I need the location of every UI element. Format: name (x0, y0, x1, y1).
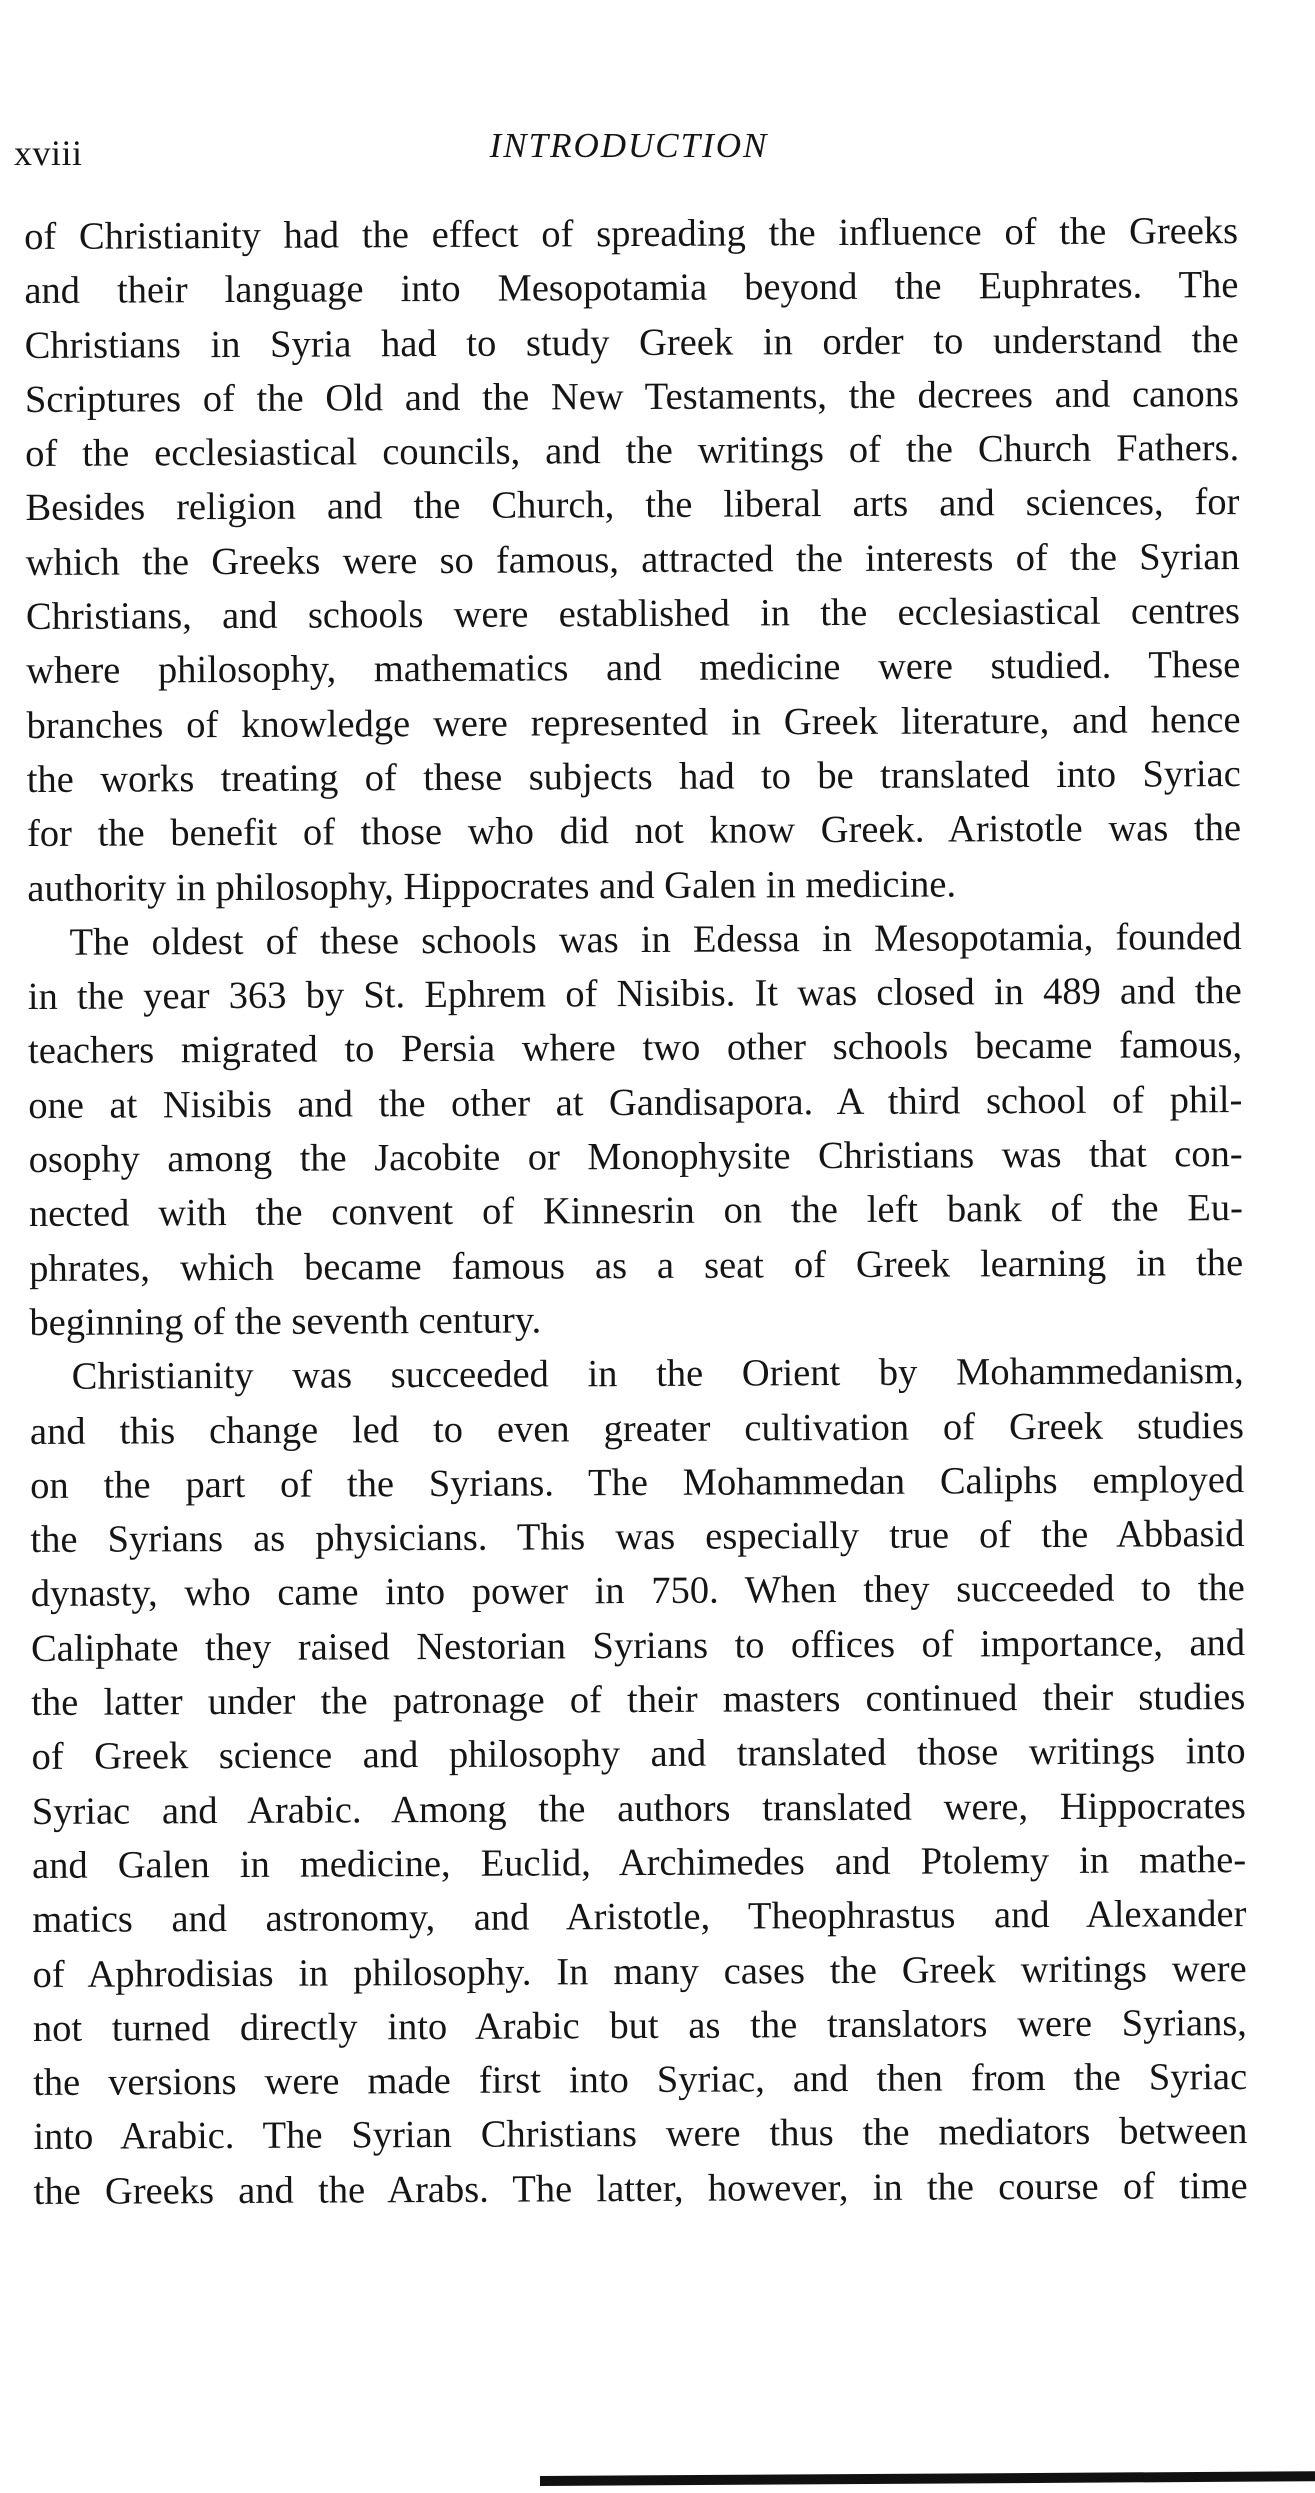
text-line: the Syrians as physicians. This was especially true of the Abbasid (30, 1513, 1245, 1562)
text-line: phrates, which became famous as a seat of Greek learning in the (29, 1241, 1244, 1290)
text-line: nected with the convent of Kinnesrin on the left bank of the Eu- (28, 1187, 1243, 1236)
text-line: authority in philosophy, Hippocrates and Galen in medicine. (27, 863, 957, 910)
text-line: of Greek science and philosophy and translated those writings into (31, 1730, 1246, 1779)
text-line: matics and astronomy, and Aristotle, Theophrastus and Alexander (32, 1893, 1247, 1942)
text-line: which the Greeks were so famous, attracted the interests of the Syrian (25, 535, 1240, 584)
text-line: Besides religion and the Church, the liberal arts and sciences, for (25, 481, 1240, 530)
text-line: the latter under the patronage of their masters continued their studies (31, 1676, 1246, 1724)
text-line: teachers migrated to Persia where two other schools became famous, (28, 1024, 1243, 1073)
text-line: of Christianity had the effect of spreading the influence of the Greeks (24, 210, 1239, 258)
body-text (24, 204, 1248, 2219)
text-line: the versions were made first into Syriac, and then from the Syriac (33, 2056, 1248, 2105)
paragraph-3 (30, 1344, 1248, 2219)
text-line: into Arabic. The Syrian Christians were thus the mediators between (33, 2110, 1248, 2159)
text-line: on the part of the Syrians. The Mohammedan Caliphs employed (30, 1458, 1245, 1507)
text-line: for the benefit of those who did not know Greek. Aristotle was the (26, 807, 1242, 856)
text-line: branches of knowledge were represented in Greek literature, and hence (26, 698, 1241, 747)
text-line: in the year 363 by St. Ephrem of Nisibis. It was closed in 489 and the (27, 970, 1242, 1019)
text-line: Christians in Syria had to study Greek in order to understand the (24, 318, 1239, 367)
text-line: of Aphrodisias in philosophy. In many cases the Greek writings were (32, 1947, 1247, 1996)
running-title: INTRODUCTION (489, 126, 769, 165)
text-line: not turned directly into Arabic but as the translators were Syrians, (32, 2001, 1247, 2050)
text-line: and their language into Mesopotamia beyond the Euphrates. The (24, 264, 1239, 313)
page-edge-rule (540, 2471, 1315, 2486)
text-line: Caliphate they raised Nestorian Syrians to offices of importance, and (30, 1621, 1246, 1670)
text-line: the works treating of these subjects had to be translated into Syriac (26, 753, 1241, 801)
text-line: of the ecclesiastical councils, and the writings of the Church Fathers. (25, 427, 1240, 476)
running-head (14, 126, 1244, 176)
text-line: The oldest of these schools was in Edessa in Mesopotamia, founded (69, 915, 1242, 964)
text-line: and this change led to even greater cultivation of Greek studies (29, 1404, 1245, 1453)
text-line: Christianity was succeeded in the Orient by Mohammedanism, (71, 1350, 1244, 1399)
text-line: where philosophy, mathematics and medicine were studied. These (26, 644, 1241, 693)
text-line: Syriac and Arabic. Among the authors translated were, Hippocrates (31, 1784, 1246, 1833)
text-line: Scriptures of the Old and the New Testaments, the decrees and canons (24, 372, 1240, 421)
paragraph-1 (24, 204, 1241, 916)
text-line: beginning of the seventh century. (29, 1299, 542, 1344)
text-line: the Greeks and the Arabs. The latter, however, in the course of time (33, 2164, 1248, 2213)
paragraph-2 (27, 910, 1243, 1350)
text-line: Christians, and schools were established in the ecclesiastical centres (25, 590, 1241, 639)
text-line: one at Nisibis and the other at Gandisapora. A third school of phil- (28, 1078, 1243, 1127)
text-line: dynasty, who came into power in 750. When they succeeded to the (30, 1567, 1245, 1616)
text-line: osophy among the Jacobite or Monophysite Christians was that con- (28, 1133, 1243, 1182)
page-number: xviii (14, 133, 83, 173)
text-line: and Galen in medicine, Euclid, Archimedes and Ptolemy in mathe- (31, 1838, 1247, 1887)
